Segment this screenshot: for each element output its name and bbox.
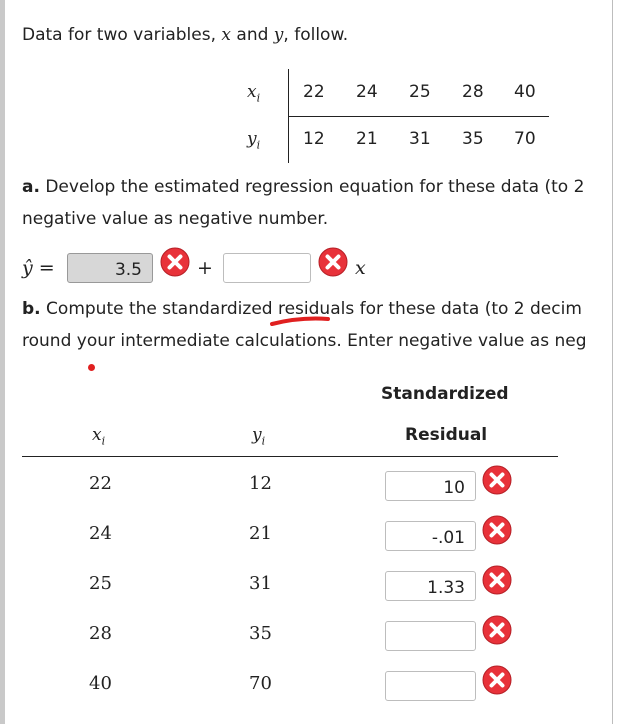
data-table-row-divider	[289, 116, 549, 117]
data-x-value: 24	[356, 82, 378, 102]
data-y-value: 31	[409, 129, 431, 149]
incorrect-x-icon	[482, 515, 512, 545]
residual-input[interactable]	[385, 571, 476, 601]
residual-x-value: 28	[89, 623, 112, 644]
part-a-question-line2: negative value as negative number.	[22, 209, 329, 229]
slope-input[interactable]	[223, 253, 311, 283]
part-a-equation-lhs: ŷ =	[22, 257, 55, 279]
red-underline-annotation	[268, 314, 332, 328]
incorrect-x-icon	[318, 247, 348, 277]
incorrect-x-icon	[482, 665, 512, 695]
data-y-value: 21	[356, 129, 378, 149]
residual-header: Residual	[405, 425, 488, 445]
incorrect-x-icon	[482, 465, 512, 495]
residual-input[interactable]	[385, 671, 476, 701]
incorrect-x-icon	[482, 565, 512, 595]
residual-y-header: $y_i$	[252, 425, 266, 448]
residual-y-value: 31	[249, 573, 272, 594]
residual-x-header: $x_i$	[92, 425, 106, 448]
residual-input[interactable]	[385, 471, 476, 501]
left-frame-border	[0, 0, 5, 724]
x-variable: x	[355, 257, 366, 279]
intro-text: Data for two variables, x and y, follow.	[22, 25, 349, 45]
residual-header-top: Standardized	[381, 384, 509, 404]
data-x-value: 40	[514, 82, 536, 102]
residual-y-value: 70	[249, 673, 272, 694]
incorrect-x-icon	[160, 247, 190, 277]
residual-x-value: 24	[89, 523, 112, 544]
intercept-input[interactable]	[67, 253, 153, 283]
right-frame-border	[612, 0, 613, 724]
incorrect-x-icon	[482, 615, 512, 645]
residual-x-value: 25	[89, 573, 112, 594]
data-x-value: 22	[303, 82, 325, 102]
residual-y-value: 21	[249, 523, 272, 544]
data-table-x-header: $x_i$	[247, 82, 261, 105]
residual-y-value: 12	[249, 473, 272, 494]
residual-input[interactable]	[385, 621, 476, 651]
red-dot-annotation	[88, 364, 95, 371]
part-a-question-line1: a. Develop the estimated regression equation for these data (to 2	[22, 177, 585, 197]
residual-input[interactable]	[385, 521, 476, 551]
data-y-value: 35	[462, 129, 484, 149]
residual-x-value: 40	[89, 673, 112, 694]
data-y-value: 12	[303, 129, 325, 149]
residual-table-header-line	[22, 456, 558, 457]
data-y-value: 70	[514, 129, 536, 149]
residual-y-value: 35	[249, 623, 272, 644]
part-b-question-line1: b. Compute the standardized residuals for these data (to 2 decim	[22, 299, 582, 319]
data-x-value: 25	[409, 82, 431, 102]
residual-x-value: 22	[89, 473, 112, 494]
plus-sign: +	[197, 257, 213, 279]
data-table-y-header: $y_i$	[247, 129, 261, 152]
part-b-question-line2: round your intermediate calculations. Enter negative value as neg	[22, 331, 587, 351]
data-x-value: 28	[462, 82, 484, 102]
